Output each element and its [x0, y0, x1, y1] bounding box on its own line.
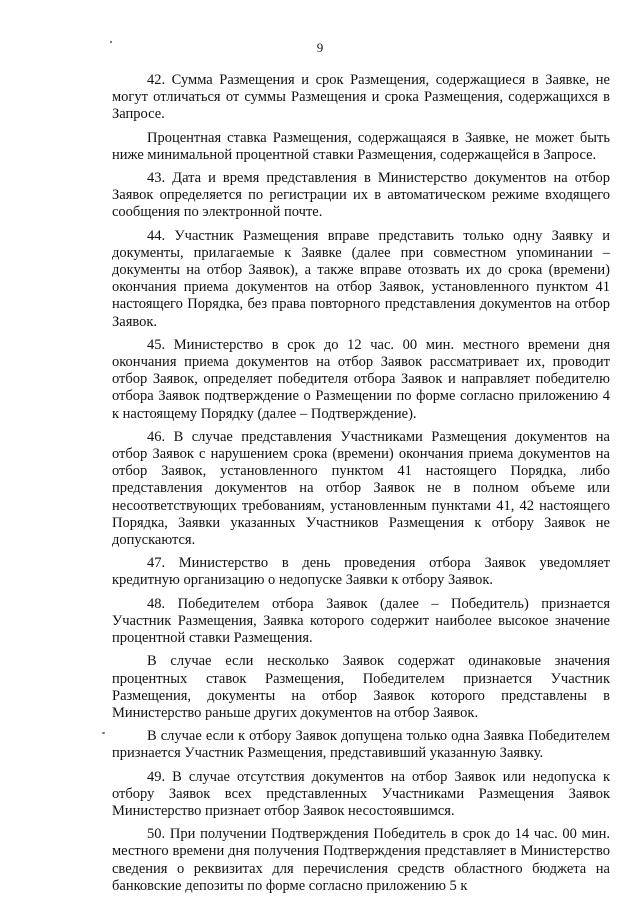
paragraph-42-rate: Процентная ставка Размещения, содержащаяся в Заявке, не может быть ниже минимальной процентной ставки Размещения, содержащейся в Запросе.: [112, 129, 610, 163]
paragraph-49: 49. В случае отсутствия документов на отбор Заявок или недопуска к отбору Заявок всех представленных Участниками Размещения Заявок Министерство признает отбор Заявок несостоявшимся.: [112, 768, 610, 819]
paragraph-45: 45. Министерство в срок до 12 час. 00 мин. местного времени дня окончания приема документов на отбор Заявок рассматривает их, проводит отбор Заявок, определяет победителя отбора Заявок и направляет победителю отбора Заявок подтверждение о Размещении по форме согласно приложению 4 к настоящему Порядку (далее – Подтверждение).: [112, 336, 610, 422]
scan-speck: [102, 732, 105, 734]
page-number: 9: [316, 40, 324, 55]
paragraph-48-single-bid: В случае если к отбору Заявок допущена только одна Заявка Победителем признается Участник Размещения, представивший указанную Заявку.: [112, 728, 610, 762]
paragraph-46: 46. В случае представления Участниками Размещения документов на отбор Заявок с нарушением срока (времени) окончания приема документов на отбор Заявок, установленного пунктом 41 настоящего Порядка, либо представления документов на отбор Заявок не в полном объеме или несоответствующих требованиям, установленным пунктами 41, 42 настоящего Порядка, Заявки указанных Участников Размещения к отбору Заявок не допускаются.: [112, 428, 610, 549]
paragraph-42: 42. Сумма Размещения и срок Размещения, содержащиеся в Заявке, не могут отличаться от суммы Размещения и срока Размещения, содержащихся в Запросе.: [112, 72, 610, 123]
paragraph-47: 47. Министерство в день проведения отбора Заявок уведомляет кредитную организацию о недопуске Заявки к отбору Заявок.: [112, 555, 610, 589]
document-body: [112, 72, 610, 895]
paragraph-48-equal-rates: В случае если несколько Заявок содержат одинаковые значения процентных ставок Размещения, Победителем признается Участник Размещения, документы на отбор Заявок которого представлены в Министерство раньше других документов на отбор Заявок.: [112, 653, 610, 721]
paragraph-48: 48. Победителем отбора Заявок (далее – Победитель) признается Участник Размещения, Заявка которого содержит наиболее высокое значение процентной ставки Размещения.: [112, 595, 610, 647]
paragraph-50: 50. При получении Подтверждения Победитель в срок до 14 час. 00 мин. местного времени дня получения Подтверждения представляет в Министерство сведения о реквизитах для перечисления средств областного бюджета на банковские депозиты по форме согласно приложению 5 к: [112, 826, 610, 894]
paragraph-43: 43. Дата и время представления в Министерство документов на отбор Заявок определяется по регистрации их в автоматическом режиме входящего сообщения по электронной почте.: [112, 170, 610, 221]
paragraph-44: 44. Участник Размещения вправе представить только одну Заявку и документы, прилагаемые к Заявке (далее при совместном упоминании – документы на отбор Заявок), а также вправе отозвать их до срока (времени) окончания приема документов на отбор Заявок, установленного пунктом 41 настоящего Порядка, без права повторного представления документов на отбор Заявок.: [112, 227, 610, 330]
